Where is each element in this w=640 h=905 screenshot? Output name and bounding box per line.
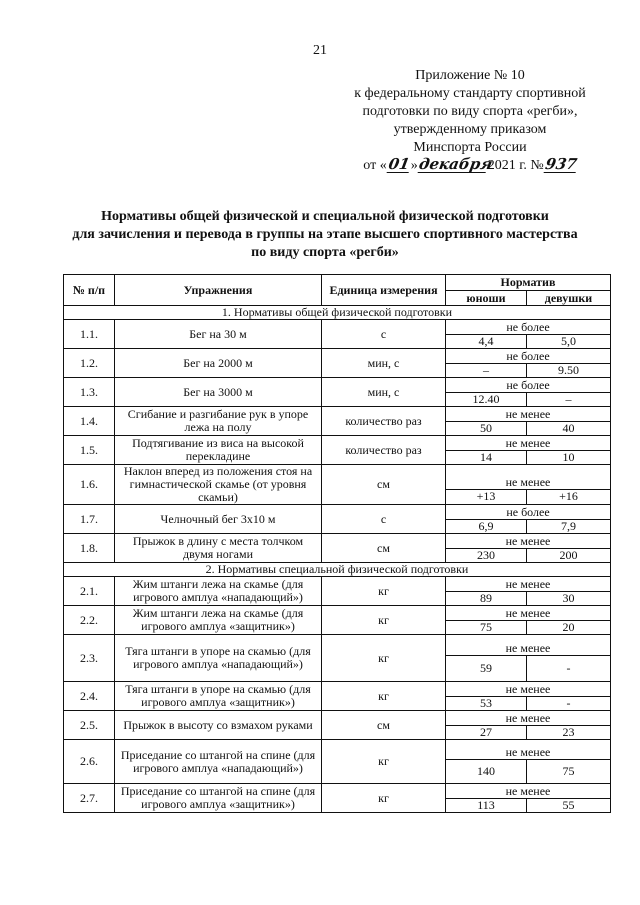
row-girls-value: 10 xyxy=(527,451,611,465)
row-boys-value: 230 xyxy=(446,549,527,563)
row-girls-value: - xyxy=(527,656,611,682)
row-condition: не более xyxy=(446,320,611,335)
row-condition: не более xyxy=(446,378,611,393)
row-unit: см xyxy=(322,711,446,740)
row-number: 2.3. xyxy=(64,635,115,682)
row-unit: количество раз xyxy=(322,407,446,436)
row-unit: кг xyxy=(322,682,446,711)
row-boys-value: 12.40 xyxy=(446,393,527,407)
date-mid: » xyxy=(410,158,418,173)
row-condition: не более xyxy=(446,505,611,520)
row-boys-value: 140 xyxy=(446,760,527,784)
row-girls-value: 75 xyxy=(527,760,611,784)
row-unit: с xyxy=(322,505,446,534)
table-row xyxy=(64,711,611,726)
table-row xyxy=(64,740,611,760)
row-number: 2.1. xyxy=(64,577,115,606)
appendix-line-1: Приложение № 10 xyxy=(415,68,525,83)
appendix-line-4: утвержденному приказом xyxy=(393,122,547,137)
row-boys-value: +13 xyxy=(446,489,527,504)
date-year: 2021 г. № xyxy=(487,158,544,173)
section-header-2: 2. Нормативы специальной физической подготовки xyxy=(64,563,611,577)
row-exercise: Наклон вперед из положения стоя на гимнастической скамье (от уровня скамьи) xyxy=(115,465,322,505)
table-row xyxy=(64,349,611,364)
row-girls-value: 9.50 xyxy=(527,364,611,378)
row-exercise: Бег на 30 м xyxy=(115,320,322,349)
row-girls-value: 5,0 xyxy=(527,335,611,349)
row-boys-value: 50 xyxy=(446,422,527,436)
row-unit: кг xyxy=(322,606,446,635)
row-number: 2.7. xyxy=(64,784,115,813)
row-condition: не менее xyxy=(446,407,611,422)
row-girls-value: 30 xyxy=(527,592,611,606)
row-exercise: Челночный бег 3х10 м xyxy=(115,505,322,534)
row-girls-value: – xyxy=(527,393,611,407)
row-condition: не менее xyxy=(446,740,611,760)
table-row xyxy=(64,606,611,621)
row-condition: не менее xyxy=(446,606,611,621)
table-row xyxy=(64,465,611,490)
row-unit: кг xyxy=(322,740,446,784)
row-number: 1.7. xyxy=(64,505,115,534)
title-line-2: для зачисления и перевода в группы на этапе высшего спортивного мастерства xyxy=(72,227,578,242)
row-girls-value: 200 xyxy=(527,549,611,563)
table-row xyxy=(64,436,611,451)
row-exercise: Приседание со штангой на спине (для игрового амплуа «защитник») xyxy=(115,784,322,813)
appendix-line-5: Минспорта России xyxy=(413,140,527,155)
row-boys-value: 53 xyxy=(446,697,527,711)
row-number: 2.2. xyxy=(64,606,115,635)
row-condition: не менее xyxy=(446,436,611,451)
row-exercise: Жим штанги лежа на скамье (для игрового амплуа «защитник») xyxy=(115,606,322,635)
row-condition: не менее xyxy=(446,682,611,697)
appendix-line-3: подготовки по виду спорта «регби», xyxy=(362,104,578,119)
row-girls-value: 23 xyxy=(527,726,611,740)
date-prefix: от « xyxy=(363,158,387,173)
row-girls-value: 55 xyxy=(527,799,611,813)
table-row xyxy=(64,505,611,520)
row-number: 2.4. xyxy=(64,682,115,711)
row-boys-value: 14 xyxy=(446,451,527,465)
row-exercise: Бег на 3000 м xyxy=(115,378,322,407)
row-exercise: Тяга штанги в упоре на скамью (для игрового амплуа «защитник») xyxy=(115,682,322,711)
header-num: № п/п xyxy=(64,275,115,306)
row-boys-value: 113 xyxy=(446,799,527,813)
row-boys-value: 27 xyxy=(446,726,527,740)
row-unit: мин, с xyxy=(322,378,446,407)
row-boys-value: 4,4 xyxy=(446,335,527,349)
row-boys-value: 75 xyxy=(446,621,527,635)
row-unit: с xyxy=(322,320,446,349)
header-norm: Норматив xyxy=(446,275,611,291)
row-unit: кг xyxy=(322,635,446,682)
row-condition: не более xyxy=(446,349,611,364)
section-header-1: 1. Нормативы общей физической подготовки xyxy=(64,306,611,320)
header-boys: юноши xyxy=(446,291,527,306)
row-number: 1.3. xyxy=(64,378,115,407)
row-boys-value: – xyxy=(446,364,527,378)
row-exercise: Прыжок в высоту со взмахом руками xyxy=(115,711,322,740)
row-number: 1.6. xyxy=(64,465,115,505)
row-girls-value: 20 xyxy=(527,621,611,635)
row-girls-value: 40 xyxy=(527,422,611,436)
header-exercise: Упражнения xyxy=(115,275,322,306)
row-boys-value: 6,9 xyxy=(446,520,527,534)
row-unit: кг xyxy=(322,784,446,813)
table-row xyxy=(64,577,611,592)
table-row xyxy=(64,784,611,799)
row-unit: см xyxy=(322,465,446,505)
row-condition: не менее xyxy=(446,784,611,799)
row-exercise: Приседание со штангой на спине (для игрового амплуа «нападающий») xyxy=(115,740,322,784)
table-row xyxy=(64,635,611,656)
row-exercise: Прыжок в длину с места толчком двумя ногами xyxy=(115,534,322,563)
table-row xyxy=(64,682,611,697)
row-condition: не менее xyxy=(446,465,611,490)
row-number: 2.5. xyxy=(64,711,115,740)
document-title xyxy=(40,208,610,262)
header-girls: девушки xyxy=(527,291,611,306)
row-number: 1.2. xyxy=(64,349,115,378)
header-unit: Единица измерения xyxy=(322,275,446,306)
row-boys-value: 89 xyxy=(446,592,527,606)
page-number: 21 xyxy=(313,43,327,58)
row-exercise: Подтягивание из виса на высокой перекладине xyxy=(115,436,322,465)
table-row xyxy=(64,320,611,335)
row-unit: см xyxy=(322,534,446,563)
handwritten-order-number: 937 xyxy=(543,155,579,173)
row-unit: кг xyxy=(322,577,446,606)
row-condition: не менее xyxy=(446,635,611,656)
row-girls-value: 7,9 xyxy=(527,520,611,534)
row-unit: мин, с xyxy=(322,349,446,378)
row-number: 1.5. xyxy=(64,436,115,465)
row-number: 2.6. xyxy=(64,740,115,784)
order-date-line xyxy=(330,157,610,175)
row-number: 1.8. xyxy=(64,534,115,563)
row-girls-value: +16 xyxy=(527,489,611,504)
row-exercise: Сгибание и разгибание рук в упоре лежа на полу xyxy=(115,407,322,436)
standards-table xyxy=(63,274,611,813)
appendix-line-2: к федеральному стандарту спортивной xyxy=(354,86,586,101)
handwritten-month: декабря xyxy=(417,155,494,173)
row-exercise: Бег на 2000 м xyxy=(115,349,322,378)
row-condition: не менее xyxy=(446,534,611,549)
row-girls-value: - xyxy=(527,697,611,711)
table-row xyxy=(64,407,611,422)
row-condition: не менее xyxy=(446,711,611,726)
row-exercise: Жим штанги лежа на скамье (для игрового амплуа «нападающий») xyxy=(115,577,322,606)
row-unit: количество раз xyxy=(322,436,446,465)
title-line-3: по виду спорта «регби» xyxy=(251,245,399,260)
row-number: 1.4. xyxy=(64,407,115,436)
row-boys-value: 59 xyxy=(446,656,527,682)
appendix-block xyxy=(330,67,610,175)
title-line-1: Нормативы общей физической и специальной физической подготовки xyxy=(101,209,549,224)
row-exercise: Тяга штанги в упоре на скамью (для игрового амплуа «нападающий») xyxy=(115,635,322,682)
table-row xyxy=(64,378,611,393)
row-condition: не менее xyxy=(446,577,611,592)
row-number: 1.1. xyxy=(64,320,115,349)
table-row xyxy=(64,534,611,549)
handwritten-day: 01 xyxy=(386,155,411,173)
